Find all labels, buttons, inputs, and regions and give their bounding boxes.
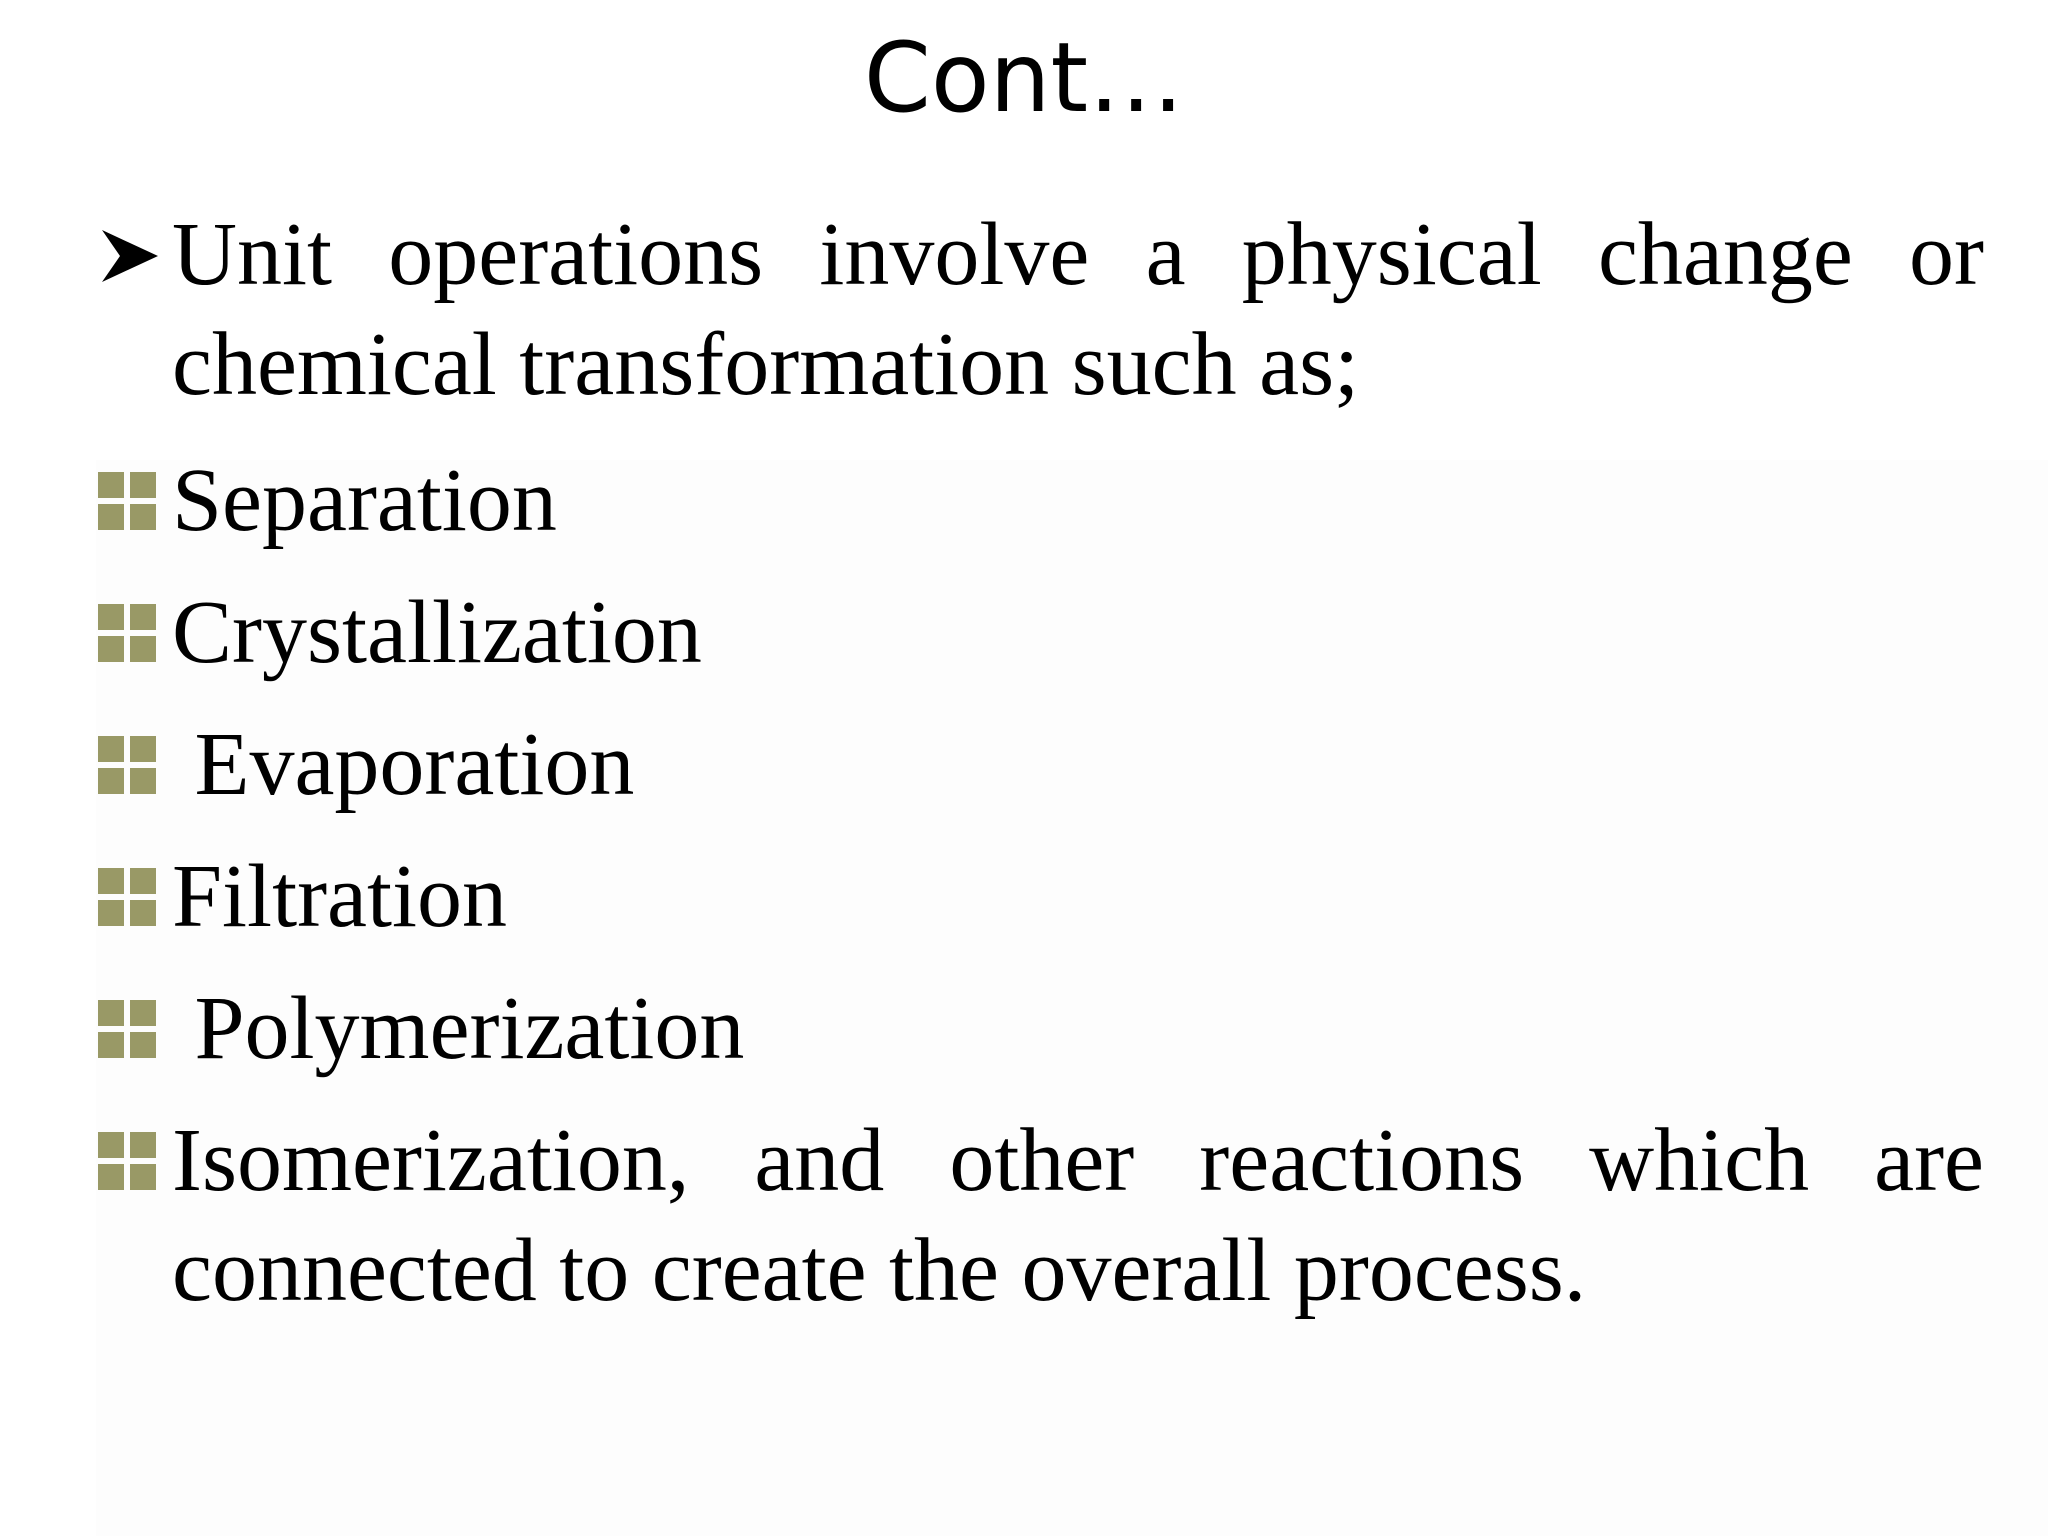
list-item-label: Polymerization [172, 979, 745, 1078]
square-bullet-icon [98, 736, 156, 794]
list-item-label: Evaporation [172, 715, 635, 814]
list-item-label: Separation [172, 451, 557, 550]
square-bullet-icon [98, 1000, 156, 1058]
list-item-label: Crystallization [172, 583, 702, 682]
square-bullet-icon [98, 1132, 156, 1190]
square-bullet-icon [98, 472, 156, 530]
square-bullet-icon [98, 868, 156, 926]
intro-text: Unit operations involve a physical change or chemical transformation such as; [172, 205, 1984, 414]
square-bullet-icon [98, 604, 156, 662]
list-item-label: Isomerization, and other reactions which are connected to create the overall process. [172, 1111, 1984, 1320]
list-item-label: Filtration [172, 847, 507, 946]
slide-title: Cont… [863, 22, 1185, 134]
arrow-bullet-icon [98, 224, 162, 288]
